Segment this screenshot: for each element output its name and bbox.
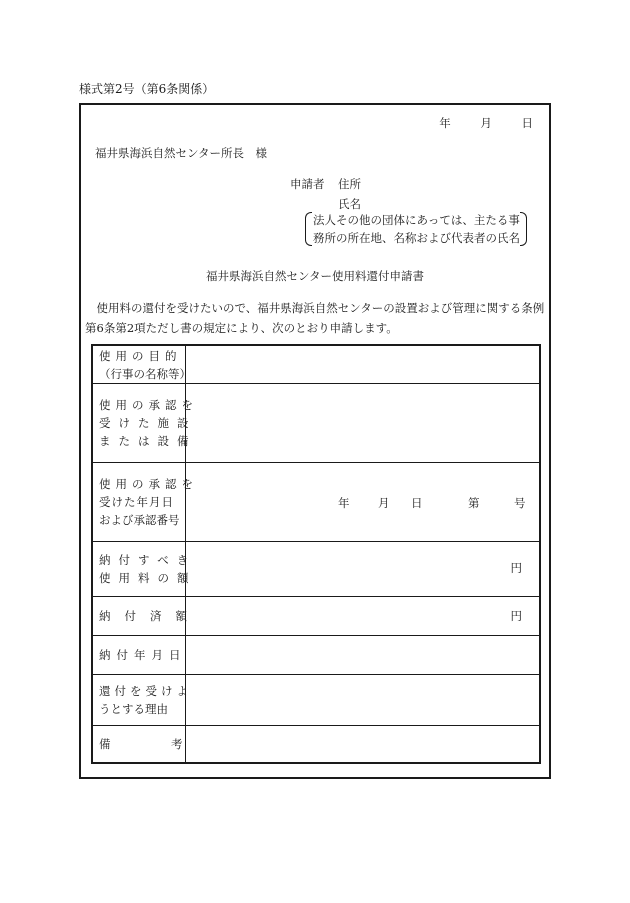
fee-yen: 円 (510, 561, 522, 575)
right-bracket (520, 212, 527, 246)
remarks-label: 備 考 (93, 726, 186, 762)
paid-date-label: 納付年月日 (93, 636, 186, 674)
applicant-label: 申請者 (290, 177, 325, 191)
month-label: 月 (480, 116, 492, 130)
facility-field[interactable] (186, 384, 539, 462)
form-number-label: 様式第2号（第6条関係） (79, 82, 215, 96)
details-table (91, 344, 541, 764)
addressee: 福井県海浜自然センター所長 様 (95, 146, 268, 160)
approval-field[interactable] (186, 463, 539, 541)
purpose-field[interactable] (186, 346, 539, 383)
day-label: 日 (521, 116, 533, 130)
fee-label: 納付すべき 使用料の額 (93, 542, 186, 596)
approval-go: 号 (514, 496, 526, 510)
approval-day: 日 (411, 496, 423, 510)
document-title: 福井県海浜自然センター使用料還付申請書 (205, 269, 425, 283)
application-form (79, 103, 551, 779)
approval-label: 使用の承認を 受けた年月日 および承認番号 (93, 463, 186, 541)
approval-no: 第 (468, 496, 480, 510)
body-line-2: 第6条第2項ただし書の規定により、次のとおり申請します。 (85, 321, 398, 335)
row-reason (93, 675, 539, 726)
row-fee (93, 542, 539, 597)
year-label: 年 (439, 116, 451, 130)
row-paid-date (93, 636, 539, 675)
purpose-label: 使用の目的 （行事の名称等） (93, 346, 186, 383)
approval-year: 年 (338, 496, 350, 510)
reason-label: 還付を受けよ うとする理由 (93, 675, 186, 725)
body-text (85, 298, 547, 338)
paid-label: 納付済額 (93, 597, 186, 635)
remarks-field[interactable] (186, 726, 539, 762)
left-bracket (305, 212, 312, 246)
date-line (433, 115, 533, 131)
paid-date-field[interactable] (186, 636, 539, 674)
paid-field[interactable] (186, 597, 539, 635)
row-purpose (93, 346, 539, 384)
row-facility (93, 384, 539, 463)
row-paid (93, 597, 539, 636)
corp-note-line-1: 法人その他の団体にあっては、主たる事 (313, 213, 520, 227)
row-remarks (93, 726, 539, 762)
reason-field[interactable] (186, 675, 539, 725)
paid-yen: 円 (510, 609, 522, 623)
name-label: 氏名 (338, 197, 361, 211)
corporation-note (305, 212, 527, 246)
corp-note-line-2: 務所の所在地、名称および代表者の氏名 (313, 231, 520, 245)
address-label: 住所 (338, 177, 361, 191)
facility-label: 使用の承認を 受けた施設 または設備 (93, 384, 186, 462)
fee-field[interactable] (186, 542, 539, 596)
approval-month: 月 (378, 496, 390, 510)
row-approval (93, 463, 539, 542)
body-line-1: 使用料の還付を受けたいので、福井県海浜自然センターの設置および管理に関する条例 (85, 301, 545, 315)
